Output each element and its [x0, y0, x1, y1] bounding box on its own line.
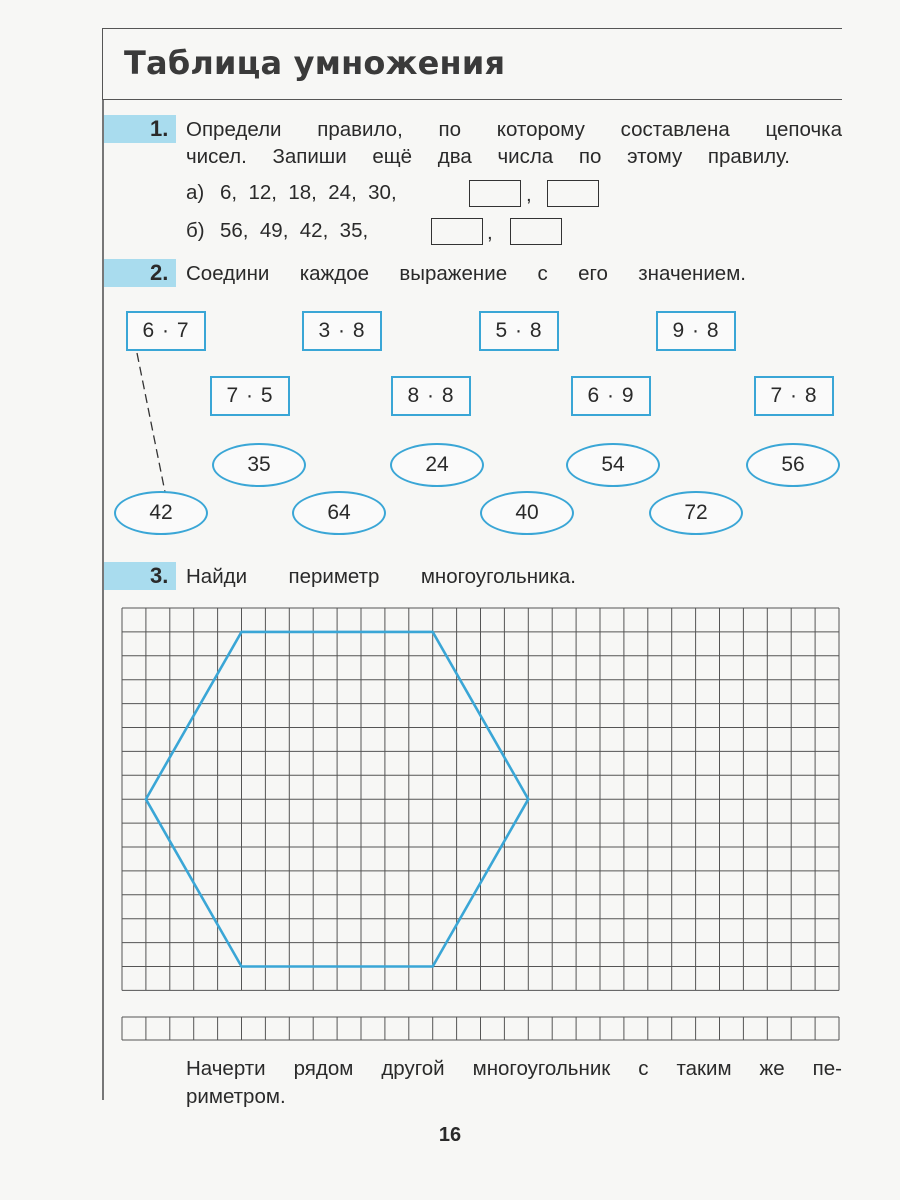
expression-card[interactable]: 7 · 5 [210, 376, 290, 416]
expression-card[interactable]: 5 · 8 [479, 311, 559, 351]
task1-row-a-prefix: а) [186, 181, 205, 204]
task1-comma-b: , [487, 221, 493, 244]
expression-card[interactable]: 3 · 8 [302, 311, 382, 351]
grid-lines [122, 608, 839, 990]
task1-text-line1: Определи правило, по которому составлена цепочка [186, 118, 842, 141]
value-oval[interactable]: 56 [746, 443, 840, 487]
page-number: 16 [438, 1124, 462, 1146]
task1-text-line2: чисел. Запиши ещё два числа по этому правилу. [186, 145, 790, 168]
expression-card[interactable]: 6 · 9 [571, 376, 651, 416]
value-oval[interactable]: 64 [292, 491, 386, 535]
expression-card[interactable]: 8 · 8 [391, 376, 471, 416]
task2-number: 2. [150, 260, 169, 285]
task3-number: 3. [150, 563, 169, 588]
value-oval[interactable]: 35 [212, 443, 306, 487]
task1-row-b-prefix: б) [186, 219, 205, 242]
value-oval[interactable]: 24 [390, 443, 484, 487]
task2-text: Соедини каждое выражение с его значением. [186, 262, 746, 285]
value-oval[interactable]: 72 [649, 491, 743, 535]
task1-number: 1. [150, 116, 169, 141]
task1-row-b-sequence: 56, 49, 42, 35, [220, 219, 369, 242]
page-title: Таблица умножения [124, 44, 506, 82]
task1-comma-a: , [526, 183, 532, 206]
expression-card[interactable]: 7 · 8 [754, 376, 834, 416]
task3-text: Найди периметр многоугольника. [186, 565, 576, 588]
expression-card[interactable]: 6 · 7 [126, 311, 206, 351]
task3-followup-line1: Начерти рядом другой многоугольник с таким же пе- [186, 1057, 842, 1080]
answer-strip [122, 1017, 839, 1040]
expression-card[interactable]: 9 · 8 [656, 311, 736, 351]
value-oval[interactable]: 42 [114, 491, 208, 535]
task1-row-a-sequence: 6, 12, 18, 24, 30, [220, 181, 397, 204]
value-oval[interactable]: 40 [480, 491, 574, 535]
value-oval[interactable]: 54 [566, 443, 660, 487]
task3-followup-line2: риметром. [186, 1085, 286, 1108]
